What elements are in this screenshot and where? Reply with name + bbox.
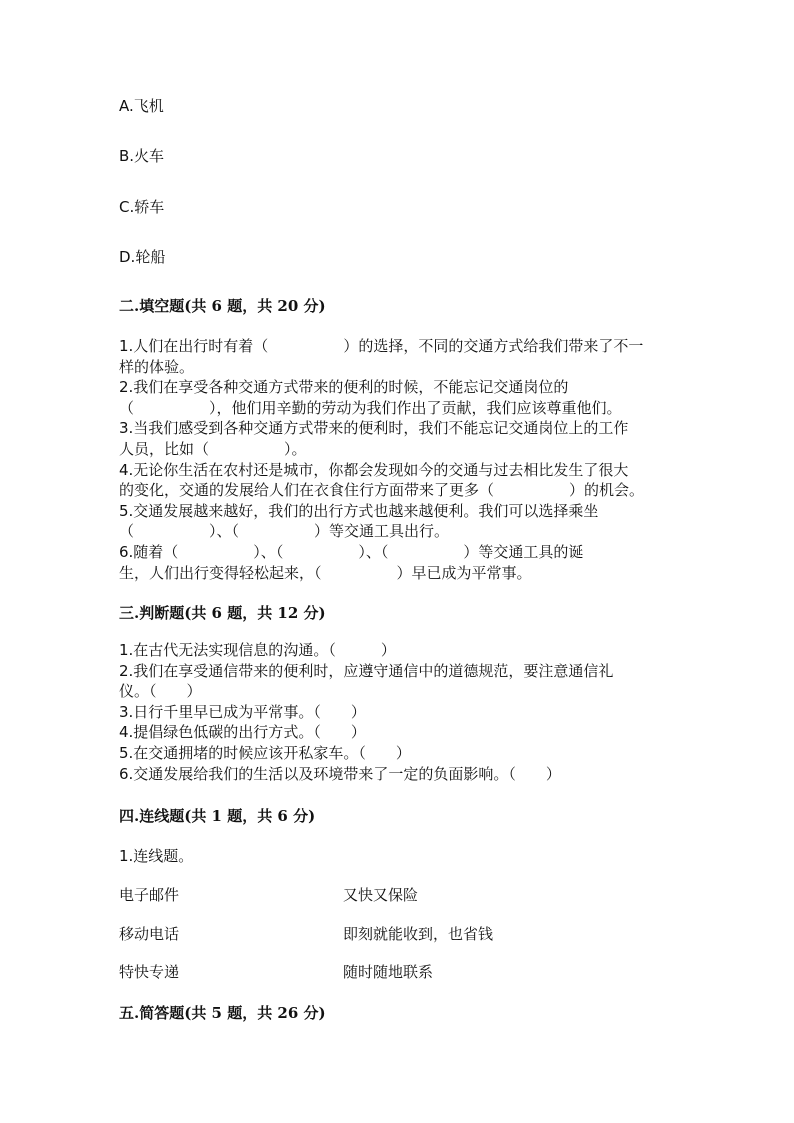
matching-right-item: 又快又保险 [343,886,419,904]
fill-blank-line: 3.当我们感受到各种交通方式带来的便利时，我们不能忘记交通岗位上的工作 [119,419,629,438]
fill-blank-line: 4.无论你生活在农村还是城市，你都会发现如今的交通与过去相比发生了很大 [119,460,629,479]
section-short-answer-heading: 五.简答题(共 5 题，共 26 分) [119,1004,326,1022]
fill-blank-line: 人员，比如（ ）。 [119,439,307,458]
fill-blank-line: （ ），他们用辛勤的劳动为我们作出了贡献，我们应该尊重他们。 [119,398,622,417]
true-false-line: 3.日行千里早已成为平常事。（ ） [119,702,366,721]
fill-blank-line: 6.随着（ ）、（ ）、（ ）等交通工具的诞 [119,542,584,561]
option-b: B.火车 [119,147,165,165]
section-matching-heading: 四.连线题(共 1 题，共 6 分) [119,807,316,825]
fill-blank-line: 生，人们出行变得轻松起来，（ ）早已成为平常事。 [119,563,532,582]
true-false-questions [119,640,675,784]
fill-blank-line: 的变化，交通的发展给人们在衣食住行方面带来了更多（ ）的机会。 [119,481,645,500]
true-false-line: 4.提倡绿色低碳的出行方式。（ ） [119,723,366,742]
option-c: C.轿车 [119,198,165,216]
matching-left-item: 移动电话 [119,925,180,943]
matching-left-item: 特快专递 [119,963,180,981]
section-fill-blank-heading: 二.填空题(共 6 题，共 20 分) [119,297,326,315]
fill-blank-line: （ ）、（ ）等交通工具出行。 [119,522,450,541]
fill-blank-line: 1.人们在出行时有着（ ）的选择，不同的交通方式给我们带来了不一 [119,337,644,355]
matching-right-item: 即刻就能收到，也省钱 [343,925,494,943]
true-false-line: 6.交通发展给我们的生活以及环境带来了一定的负面影响。（ ） [119,764,561,783]
fill-blank-line: 5.交通发展越来越好，我们的出行方式也越来越便利。我们可以选择乘坐 [119,501,599,520]
section-true-false-heading: 三.判断题(共 6 题，共 12 分) [119,604,326,622]
true-false-line: 仪。（ ） [119,682,202,701]
option-d: D.轮船 [119,248,166,266]
fill-blank-questions [119,336,675,583]
true-false-line: 2.我们在享受通信带来的便利时，应遵守通信中的道德规范，要注意通信礼 [119,661,614,680]
fill-blank-line: 2.我们在享受各种交通方式带来的便利的时候，不能忘记交通岗位的 [119,378,569,397]
matching-right-item: 随时随地联系 [343,963,434,981]
matching-left-item: 电子邮件 [119,886,180,904]
true-false-line: 1.在古代无法实现信息的沟通。（ ） [119,641,396,659]
fill-blank-line: 样的体验。 [119,357,195,376]
matching-question: 1.连线题。 [119,847,194,865]
option-a: A.飞机 [119,97,164,115]
true-false-line: 5.在交通拥堵的时候应该开私家车。（ ） [119,743,411,762]
